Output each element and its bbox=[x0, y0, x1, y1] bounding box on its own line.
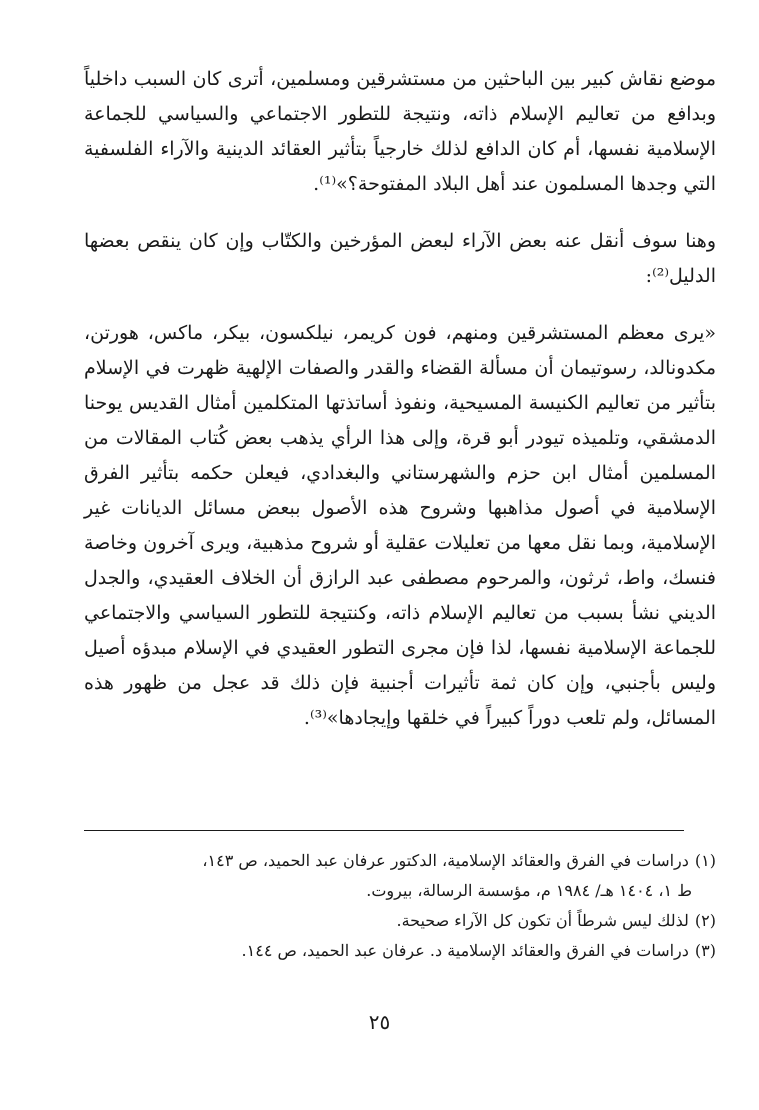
footnote-text: دراسات في الفرق والعقائد الإسلامية، الدكتور عرفان عبد الحميد، ص ١٤٣، bbox=[202, 851, 689, 870]
footnotes bbox=[84, 846, 716, 966]
footnote bbox=[84, 906, 716, 936]
footnote-text: دراسات في الفرق والعقائد الإسلامية د. عرفان عبد الحميد، ص ١٤٤. bbox=[241, 941, 689, 960]
footnote-number: (١) bbox=[694, 851, 716, 870]
footnote bbox=[84, 936, 716, 966]
footnote-number: (٣) bbox=[694, 941, 716, 960]
footnote-separator bbox=[84, 830, 684, 831]
footnote-text: لذلك ليس شرطاً أن تكون كل الآراء صحيحة. bbox=[396, 911, 689, 930]
quoted-paragraph: «يرى معظم المستشرقين ومنهم، فون كريمر، نيلكسون، بيكر، ماكس، هورتن، مكدونالد، رسوتيمان أن مسألة القضاء والقدر والصفات الإلهية ظهرت في الإسلام بتأثير من تعاليم الكنيسة المسيحية، ونفوذ أساتذتها المتكلمين أمثال القديس يوحنا الدمشقي، وتلميذه تيودر أبو قرة، وإلى هذا الرأي يذهب بعض كُتاب المقالات من المسلمين أمثال ابن حزم والشهرستاني والبغدادي، فيعلن حكمه بتأثير الفرق الإسلامية في أصول مذاهبها وشروح هذه الأصول ببعض مسائل الديانات غير الإسلامية، وبما نقل معها من تعليلات عقلية أو شروح مذهبية، ويرى آخرون وخاصة فنسك، واط، ثرثون، والمرحوم مصطفى عبد الرازق أن الخلاف العقيدي، والجدل الديني نشأ بسبب من تعاليم الإسلام ذاته، وكنتيجة للتطور السياسي والاجتماعي للجماعة الإسلامية نفسها، لذا فإن مجرى التطور العقيدي في الإسلام مبدؤه أصيل وليس بأجنبي، وإن كان ثمة تأثيرات أجنبية فإن ذلك قد عجل من ظهور هذه المسائل، ولم تلعب دوراً كبيراً في خلقها وإيجادها»⁽³⁾. bbox=[84, 322, 716, 729]
body-paragraph: موضع نقاش كبير بين الباحثين من مستشرقين ومسلمين، أترى كان السبب داخلياً وبدافع من تعاليم الإسلام ذاته، ونتيجة للتطور الاجتماعي والسياسي للجماعة الإسلامية نفسها، أم كان الدافع لذلك خارجياً بتأثير العقائد الدينية والآراء الفلسفية التي وجدها المسلمون عند أهل البلاد المفتوحة؟»⁽¹⁾. bbox=[84, 68, 716, 195]
page-body bbox=[84, 62, 716, 736]
page-number: ٢٥ bbox=[368, 1010, 391, 1034]
footnote bbox=[84, 846, 716, 876]
footnote-continuation: ط ١، ١٤٠٤ هـ/ ١٩٨٤ م، مؤسسة الرسالة، بيروت. bbox=[366, 881, 692, 900]
body-paragraph: وهنا سوف أنقل عنه بعض الآراء لبعض المؤرخين والكتّاب وإن كان ينقص بعضها الدليل⁽²⁾: bbox=[84, 230, 716, 287]
footnote-number: (٢) bbox=[694, 911, 716, 930]
